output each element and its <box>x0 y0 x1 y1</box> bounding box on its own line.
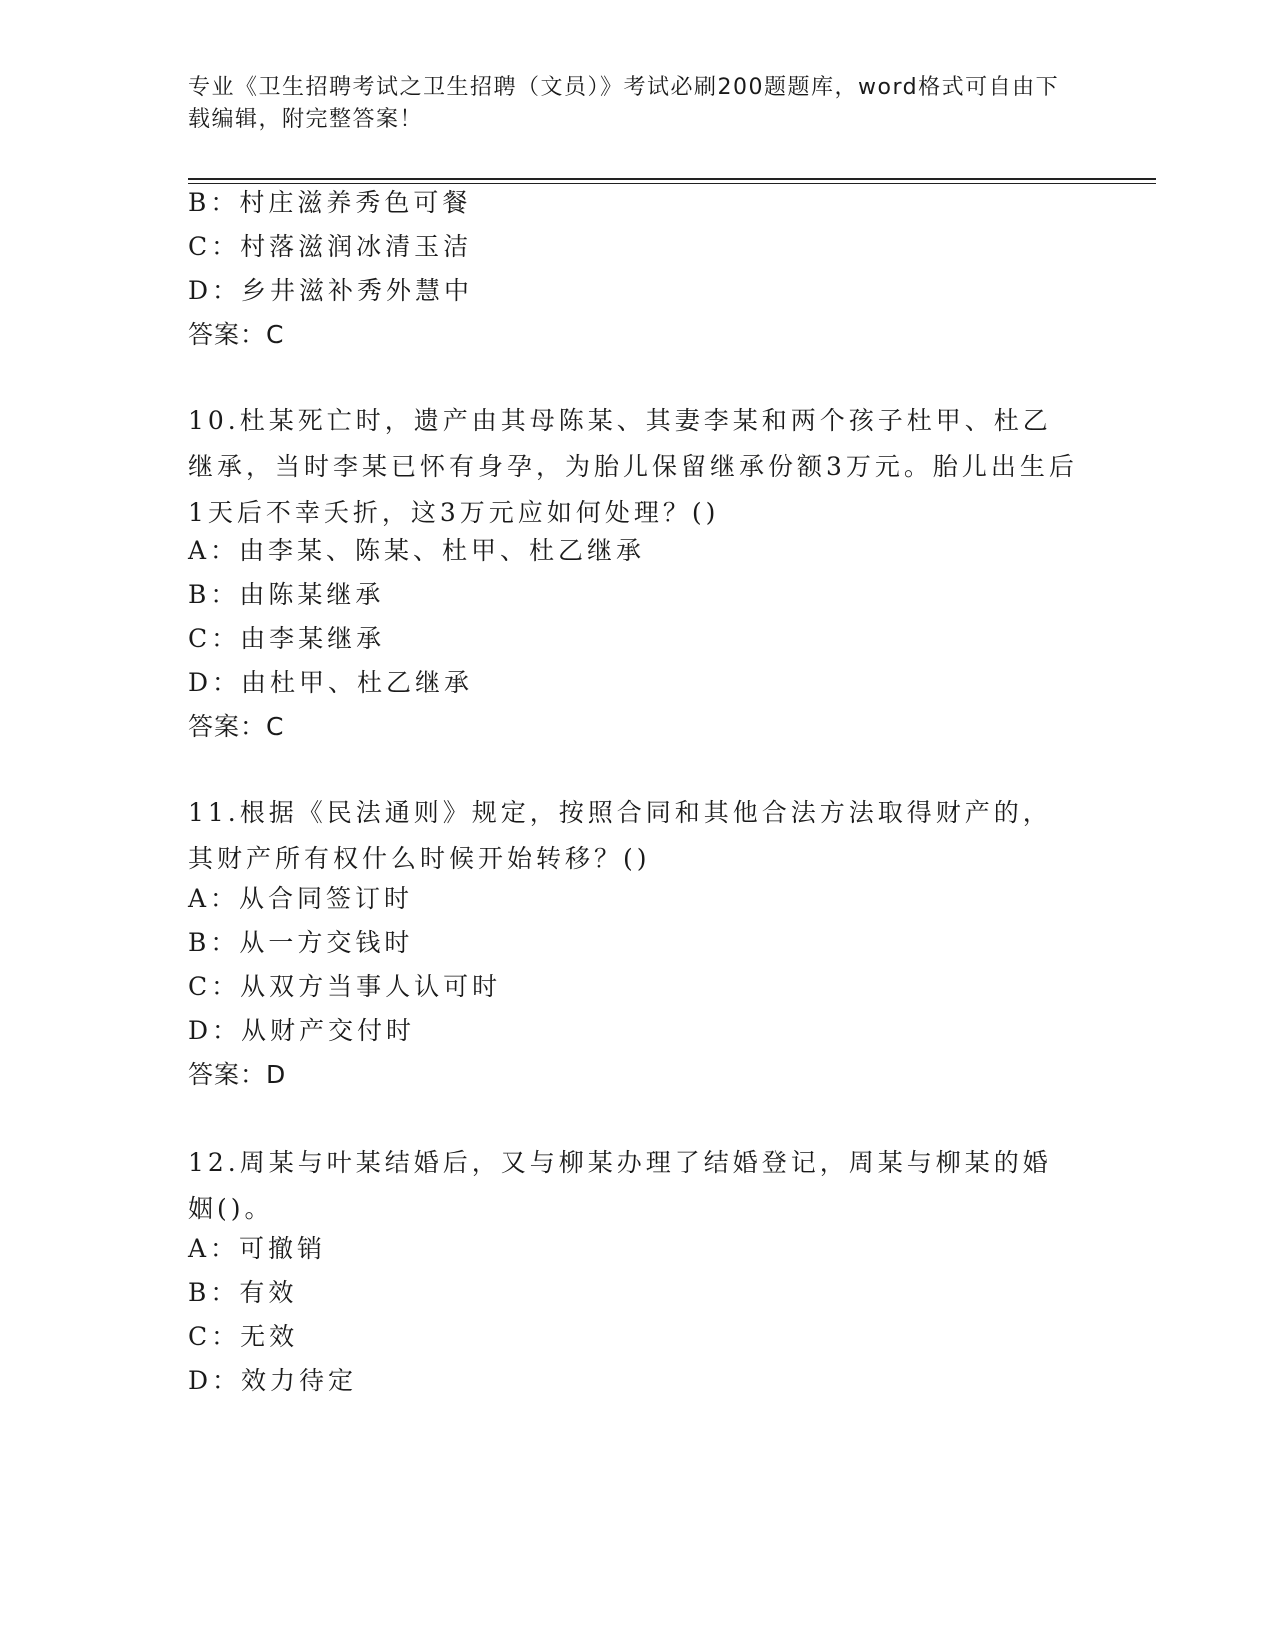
question-10-option-a: A：由李某、陈某、杜甲、杜乙继承 <box>188 536 646 565</box>
question-11-answer: 答案：D <box>188 1060 287 1089</box>
header-divider-thin <box>188 183 1156 184</box>
question-10-option-c: C：由李某继承 <box>188 624 386 653</box>
option-c: C：村落滋润冰清玉洁 <box>188 232 473 261</box>
question-11-option-c: C：从双方当事人认可时 <box>188 972 502 1001</box>
answer-line: 答案：C <box>188 320 285 349</box>
question-10-option-b: B：由陈某继承 <box>188 580 385 609</box>
question-12-option-c: C：无效 <box>188 1322 299 1351</box>
question-11-option-d: D：从财产交付时 <box>188 1016 416 1045</box>
question-10-option-d: D：由杜甲、杜乙继承 <box>188 668 474 697</box>
question-11-option-b: B：从一方交钱时 <box>188 928 414 957</box>
option-d: D：乡井滋补秀外慧中 <box>188 276 474 305</box>
question-10-text: 10.杜某死亡时，遗产由其母陈某、其妻李某和两个孩子杜甲、杜乙继承，当时李某已怀有身孕，为胎儿保留继承份额3万元。胎儿出生后1天后不幸夭折，这3万元应如何处理？() <box>188 406 1078 527</box>
question-12-option-a: A：可撤销 <box>188 1234 327 1263</box>
question-10-answer: 答案：C <box>188 712 285 741</box>
option-b: B：村庄滋养秀色可餐 <box>188 188 472 217</box>
question-12-text: 12.周某与叶某结婚后，又与柳某办理了结婚登记，周某与柳某的婚姻()。 <box>188 1148 1052 1223</box>
question-11-text: 11.根据《民法通则》规定，按照合同和其他合法方法取得财产的，其财产所有权什么时候开始转移？() <box>188 798 1052 873</box>
header-divider <box>188 178 1156 180</box>
question-11-option-a: A：从合同签订时 <box>188 884 414 913</box>
question-12-option-d: D：效力待定 <box>188 1366 358 1395</box>
document-header: 专业《卫生招聘考试之卫生招聘（文员）》考试必刷200题题库，word格式可自由下载编辑，附完整答案！ <box>188 75 1060 132</box>
question-12-option-b: B：有效 <box>188 1278 298 1307</box>
